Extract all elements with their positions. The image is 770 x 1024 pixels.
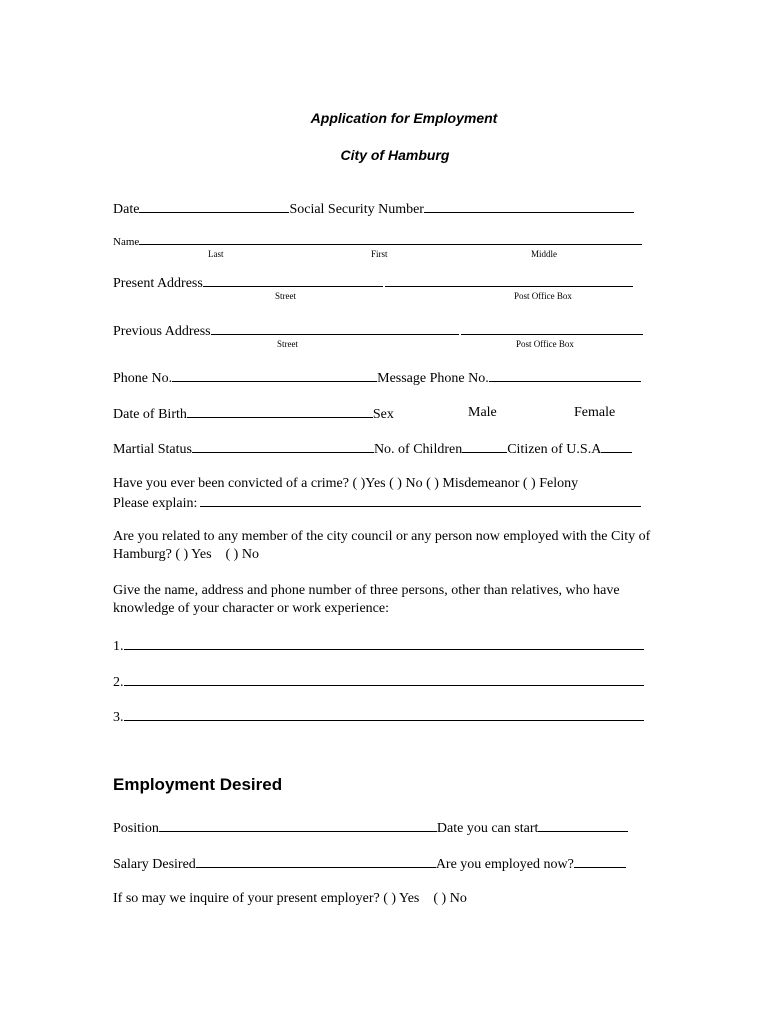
references-prompt: Give the name, address and phone number of three persons, other than relatives, who have knowledge of your character or work experience: [113, 583, 620, 616]
employment-heading: Employment Desired [113, 775, 283, 794]
position-row [113, 818, 655, 838]
reference-row-2 [113, 672, 655, 692]
present-address-label: Present Address [113, 276, 203, 291]
crime-row [113, 475, 655, 493]
salary-row [113, 854, 655, 874]
marital-row [113, 439, 655, 459]
related-paragraph [113, 528, 658, 564]
present-street-caption: Street [275, 291, 296, 301]
reference-3-field[interactable] [124, 707, 644, 721]
previous-street-caption: Street [277, 339, 298, 349]
start-date-field[interactable] [538, 818, 628, 832]
inquire-question: If so may we inquire of your present employer? [113, 891, 380, 906]
ssn-field[interactable] [424, 199, 634, 213]
employed-label: Are you employed now? [435, 857, 574, 872]
children-field[interactable] [462, 439, 507, 453]
crime-yes-option[interactable]: ( )Yes [352, 476, 386, 491]
name-middle-caption: Middle [531, 249, 557, 259]
children-label: No. of Children [373, 442, 463, 457]
name-first-caption: First [371, 249, 388, 259]
crime-no-option[interactable]: ( ) No [389, 476, 423, 491]
date-field[interactable] [139, 199, 289, 213]
name-field[interactable] [139, 234, 642, 245]
reference-row-1 [113, 636, 655, 656]
position-field[interactable] [159, 818, 437, 832]
reference-1-field[interactable] [124, 636, 644, 650]
dob-label: Date of Birth [113, 407, 187, 422]
phone-field[interactable] [172, 368, 377, 382]
name-last-caption: Last [208, 249, 224, 259]
crime-misdemeanor-option[interactable]: ( ) Misdemeanor [426, 476, 520, 491]
reference-2-number: 2. [113, 675, 124, 690]
previous-address-row [113, 321, 655, 341]
crime-question: Have you ever been convicted of a crime? [113, 476, 349, 491]
position-label: Position [113, 821, 159, 836]
name-label: Name [113, 236, 140, 248]
employed-field[interactable] [574, 854, 626, 868]
ssn-label: Social Security Number [289, 202, 424, 217]
start-date-label: Date you can start [436, 821, 539, 836]
date-label: Date [113, 202, 140, 217]
present-pobox-caption: Post Office Box [514, 291, 572, 301]
reference-2-field[interactable] [124, 672, 644, 686]
reference-row-3 [113, 707, 655, 727]
related-options[interactable]: ( ) Yes ( ) No [175, 547, 259, 562]
present-street-field[interactable] [203, 273, 383, 287]
male-option[interactable]: Male [468, 405, 497, 420]
marital-label: Martial Status [113, 442, 192, 457]
marital-field[interactable] [192, 439, 374, 453]
previous-street-field[interactable] [211, 321, 459, 335]
inquire-options[interactable]: ( ) Yes ( ) No [383, 891, 467, 906]
phone-row [113, 368, 655, 388]
sex-label: Sex [372, 407, 394, 422]
reference-1-number: 1. [113, 639, 124, 654]
previous-address-label: Previous Address [113, 324, 211, 339]
phone-label: Phone No. [113, 371, 173, 386]
citizen-field[interactable] [601, 439, 632, 453]
related-question: Are you related to any member of the city council or any person now employed with the City of Hamburg? [113, 529, 651, 562]
message-phone-label: Message Phone No. [377, 371, 489, 386]
present-address-row [113, 273, 655, 293]
explain-row [113, 493, 655, 513]
explain-label: Please explain: [113, 496, 198, 511]
form-subtitle: City of Hamburg [340, 147, 450, 163]
explain-field[interactable] [200, 493, 641, 507]
previous-pobox-caption: Post Office Box [516, 339, 574, 349]
date-ssn-row [113, 199, 655, 219]
crime-felony-option[interactable]: ( ) Felony [522, 476, 579, 491]
citizen-label: Citizen of U.S.A [507, 442, 602, 457]
dob-field[interactable] [187, 404, 373, 418]
salary-label: Salary Desired [113, 857, 196, 872]
female-option[interactable]: Female [574, 405, 616, 420]
reference-3-number: 3. [113, 710, 124, 725]
inquire-row [113, 890, 655, 908]
message-phone-field[interactable] [489, 368, 641, 382]
present-pobox-field[interactable] [385, 273, 633, 287]
salary-field[interactable] [196, 854, 436, 868]
form-title: Application for Employment [310, 110, 498, 126]
previous-pobox-field[interactable] [461, 321, 643, 335]
